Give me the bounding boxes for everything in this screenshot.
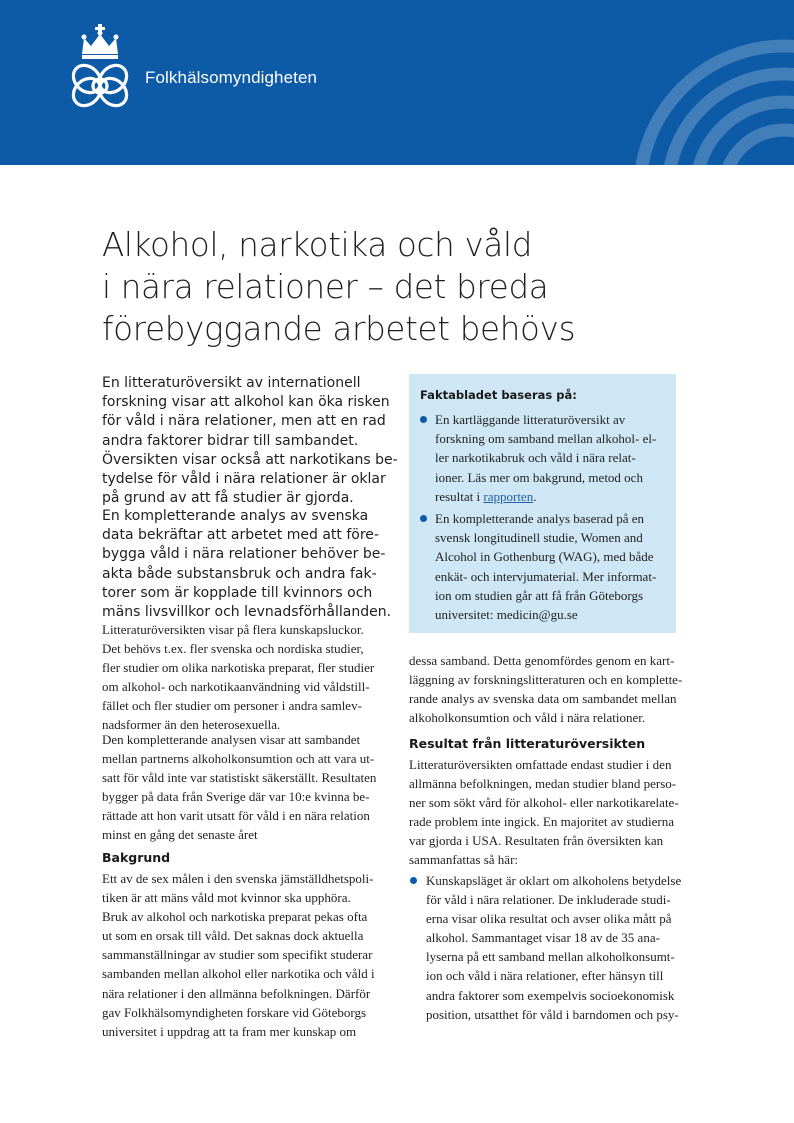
heading-resultat: Resultat från litteraturöversikten: [409, 736, 646, 751]
body-paragraph-background: Ett av de sex målen i den svenska jämställdhetspoli- tiken är att mäns våld mot kvinnor ska upphöra. Bruk av alkohol och narkotiska preparat pekas ofta ut som en orsak till våld. Det saknas dock aktuella sammanställningar av studier som specifikt studerar sambanden mellan alkohol eller narkotika och våld i nära relationer i den allmänna befolkningen. Därför gav Folkhälsomyndigheten forskare vid Göteborgs universitet i uppdrag att ta fram mer kunskap om: [102, 871, 375, 1039]
body-paragraph-samband: dessa samband. Detta genomfördes genom en kart- läggning av forskningslitteraturen och en komplette- rande analys av svenska data om sambandet mellan alkoholkonsumtion och våld i nära relationer.: [409, 653, 683, 726]
fact-box-list: [409, 410, 676, 627]
bullet-icon: [420, 416, 427, 423]
body-paragraph-results: Litteraturöversikten omfattade endast studier i den allmänna befolkningen, medan studier bland perso- ner som sökt vård för alkohol- eller narkotikarelate- rade problem inte ingick. En majoritet av studierna var gjorda i USA. Resultaten från översikten kan sammanfattas så här:: [409, 757, 679, 868]
body-paragraph-analysis: Den kompletterande analysen visar att sambandet mellan partnerns alkoholkonsumtion och att vara ut- satt för våld inte var statistiskt säkerställt. Resultaten bygger på data från Sverige där var 10:e kvinna be- rättade att hon varit utsatt för våld i en nära relation minst en gång det senaste året: [102, 732, 377, 843]
report-link[interactable]: rapporten: [483, 488, 534, 504]
brand-name: Folkhälsomyndigheten: [145, 68, 318, 87]
lead-paragraph-2: En kompletterande analys av svenska data bekräftar att arbetet med att före- bygga våld i nära relationer behöver be- akta både substansbruk och andra fak- torer som är kopplade till kvinnors och mäns livsvillkor och levnadsförhållanden.: [102, 508, 392, 621]
list-item: Kunskapsläget är oklart om alkoholens betydelse för våld i nära relationer. De inkluderade studi- erna visar olika resultat och avser olika mått på alkohol. Sammantaget visar 18 av de 35 ana- lyserna på ett samband mellan alkoholkonsumt- ion och våld i nära relationer, efter hänsyn till andra faktorer som exempelvis socioekonomisk position, utsatthet för våld i barndomen och psy-: [409, 871, 709, 1024]
fact-box-title: Faktabladet baseras på:: [420, 388, 577, 402]
fact-box: [409, 374, 676, 633]
decorative-rings: [554, 0, 794, 165]
crown-logo-icon: [60, 24, 140, 112]
results-list: [409, 871, 709, 1024]
lead-paragraph-1: En litteraturöversikt av internationell forskning visar att alkohol kan öka risken för våld i nära relationer, men att en rad andra faktorer bidrar till sambandet. Översikten visar också att narkotikans be- tydelse för våld i nära relationer är oklar på grund av att få studier är gjorda.: [102, 375, 398, 507]
bullet-icon: [410, 877, 417, 884]
page-title: Alkohol, narkotika och våld i nära relationer – det breda förebyggande arbetet behövs: [102, 226, 576, 348]
fact-box-item: En kartläggande litteraturöversikt av forskning om samband mellan alkohol- el- ler narkotikabruk och våld i nära relat- ioner. Läs mer om bakgrund, metod och resultat i rapporten.: [409, 410, 676, 506]
body-paragraph-knowledge-gaps: Litteraturöversikten visar på flera kunskapsluckor. Det behövs t.ex. fler svenska och nordiska studier, fler studier om olika narkotiska preparat, fler studier om alkohol- och narkotikaanvändning vid våldstill- fället och fler studier om personer i andra samlev- nadsformer än den heterosexuella.: [102, 622, 375, 733]
bullet-icon: [420, 515, 427, 522]
header-banner: [0, 0, 794, 165]
heading-bakgrund: Bakgrund: [102, 850, 171, 865]
fact-box-item: En kompletterande analys baserad på en svensk longitudinell studie, Women and Alcohol in Gothenburg (WAG), med både enkät- och intervjumaterial. Mer informat- ion om studien går att få från Göteborgs universitet: medicin@gu.se: [409, 509, 676, 624]
